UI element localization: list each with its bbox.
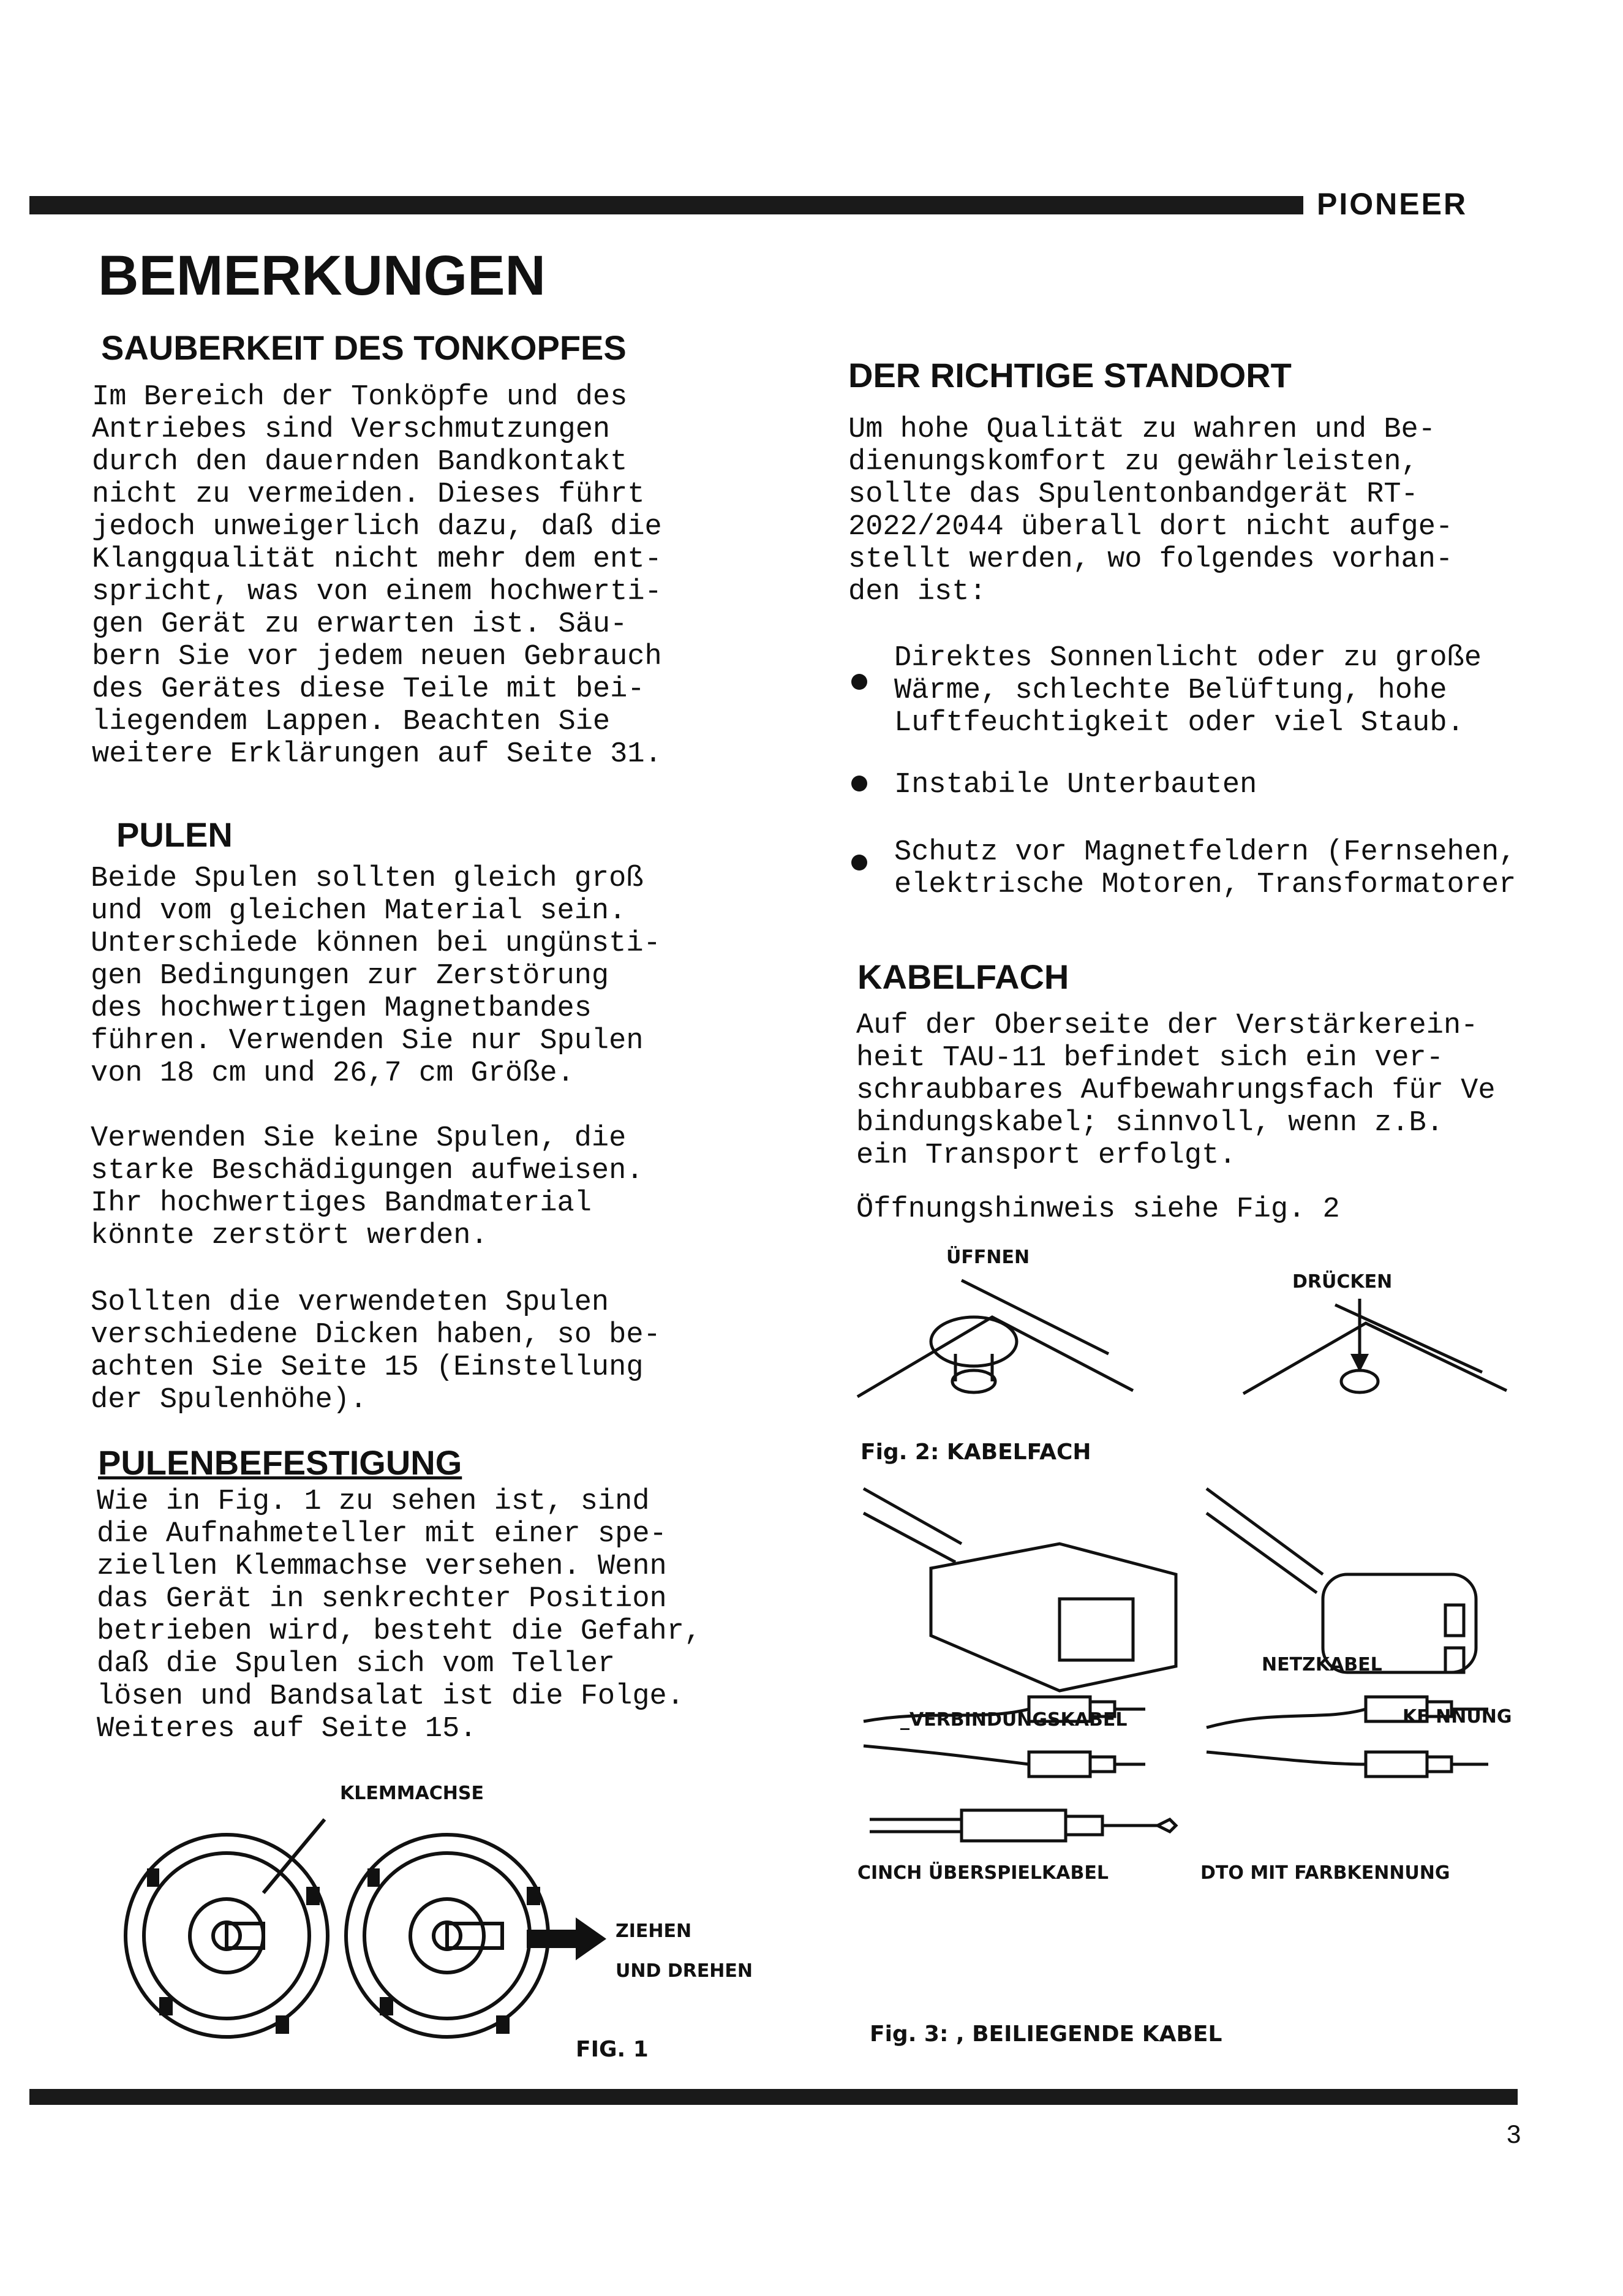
brand-logo: PIONEER [1317,187,1468,221]
text-standort: Um hohe Qualität zu wahren und Be- dienungskomfort zu gewährleisten, sollte das Spulentonbandgerät RT- 2022/2044 überall dort nicht aufge- stellt werden, wo folgendes vorhan- den ist: [848,414,1453,608]
bullet-dot-1 [851,674,867,690]
text-kabelfach: Auf der Oberseite der Verstärkerein- heit TAU-11 befindet sich ein ver- schraubbares Aufbewahrungsfach für Ve bindungskabel; sinnvoll, wenn z.B. ein Transport erfolgt. [856,1010,1496,1172]
bullet-1: Direktes Sonnenlicht oder zu große Wärme, schlechte Belüftung, hohe Luftfeuchtigkeit oder viel Staub. [894,642,1482,739]
text-spulen-3: Sollten die verwendeten Spulen verschiedene Dicken haben, so be- achten Sie Seite 15 (Einstellung der Spulenhöhe). [91,1286,661,1416]
heading-standort: DER RICHTIGE STANDORT [848,356,1292,395]
label-ziehen: ZIEHEN [616,1920,692,1942]
label-cinch: CINCH ÜBERSPIELKABEL [857,1862,1109,1884]
bullet-dot-2 [851,776,867,791]
heading-spulenbefestigung: PULENBEFESTIGUNG [98,1443,462,1482]
label-druecken: DRÜCKEN [1292,1271,1393,1293]
heading-kabelfach: KABELFACH [857,957,1069,996]
label-kennung: KE NNUNG [1403,1706,1512,1728]
label-netzkabel: NETZKABEL [1262,1654,1382,1675]
bullet-dot-3 [851,855,867,870]
label-dto: DTO MIT FARBKENNUNG [1200,1862,1450,1884]
label-und-drehen: UND DREHEN [616,1960,753,1982]
page-number: 3 [1507,2120,1521,2148]
bullet-3: Schutz vor Magnetfeldern (Fernsehen, elektrische Motoren, Transformatorer [894,836,1516,901]
fig3-cables-illustration [857,1476,1531,2015]
bullet-2: Instabile Unterbauten [894,769,1257,801]
fig3-caption: Fig. 3: , BEILIEGENDE KABEL [870,2022,1222,2047]
text-tonkopf: Im Bereich der Tonköpfe und des Antriebes sind Verschmutzungen durch den dauernden Bandkontakt nicht zu vermeiden. Dieses führt jedoch unweigerlich dazu, daß die Klangqualität nicht mehr dem ent- spricht, was von einem hochwerti- gen Gerät zu erwarten ist. Säu- bern Sie vor jedem neuen Gebrauch des Gerätes diese Teile mit bei- liegendem Lappen. Beachten Sie weitere Erklärungen auf Seite 31. [92,381,662,771]
text-spulen-2: Verwenden Sie keine Spulen, die starke Beschädigungen aufweisen. Ihr hochwertiges Bandmaterial könnte zerstört werden. [91,1122,644,1252]
text-spulen-1: Beide Spulen sollten gleich groß und vom gleichen Material sein. Unterschiede können bei ungünsti- gen Bedingungen zur Zerstörung des hochwertigen Magnetbandes führen. Verwenden Sie nur Spulen von 18 cm und 26,7 cm Größe. [91,863,661,1090]
fig1-reels-illustration [122,1813,674,2071]
page-title: BEMERKUNGEN [98,244,546,307]
label-klemmachse: KLEMMACHSE [340,1783,484,1804]
text-kabelfach-2: Öffnungshinweis siehe Fig. 2 [856,1193,1340,1226]
heading-spulen: PULEN [116,815,233,854]
fig2-caption: Fig. 2: KABELFACH [860,1440,1091,1465]
header-bar [29,196,1303,214]
fig2-kabelfach-illustration [851,1262,1525,1446]
heading-tonkopf: SAUBERKEIT DES TONKOPFES [101,328,627,367]
footer-bar [29,2089,1518,2105]
label-oeffnen: ÜFFNEN [946,1247,1030,1268]
text-spulenbefestigung: Wie in Fig. 1 zu sehen ist, sind die Aufnahmeteller mit einer spe- ziellen Klemmachse versehen. Wenn das Gerät in senkrechter Position betrieben wird, besteht die Gefahr, daß die Spulen sich vom Teller lösen und Bandsalat ist die Folge. Weiteres auf Seite 15. [97,1486,702,1745]
fig1-caption: FIG. 1 [576,2037,649,2062]
label-verbindungskabel: _VERBINDUNGSKABEL [900,1709,1128,1731]
